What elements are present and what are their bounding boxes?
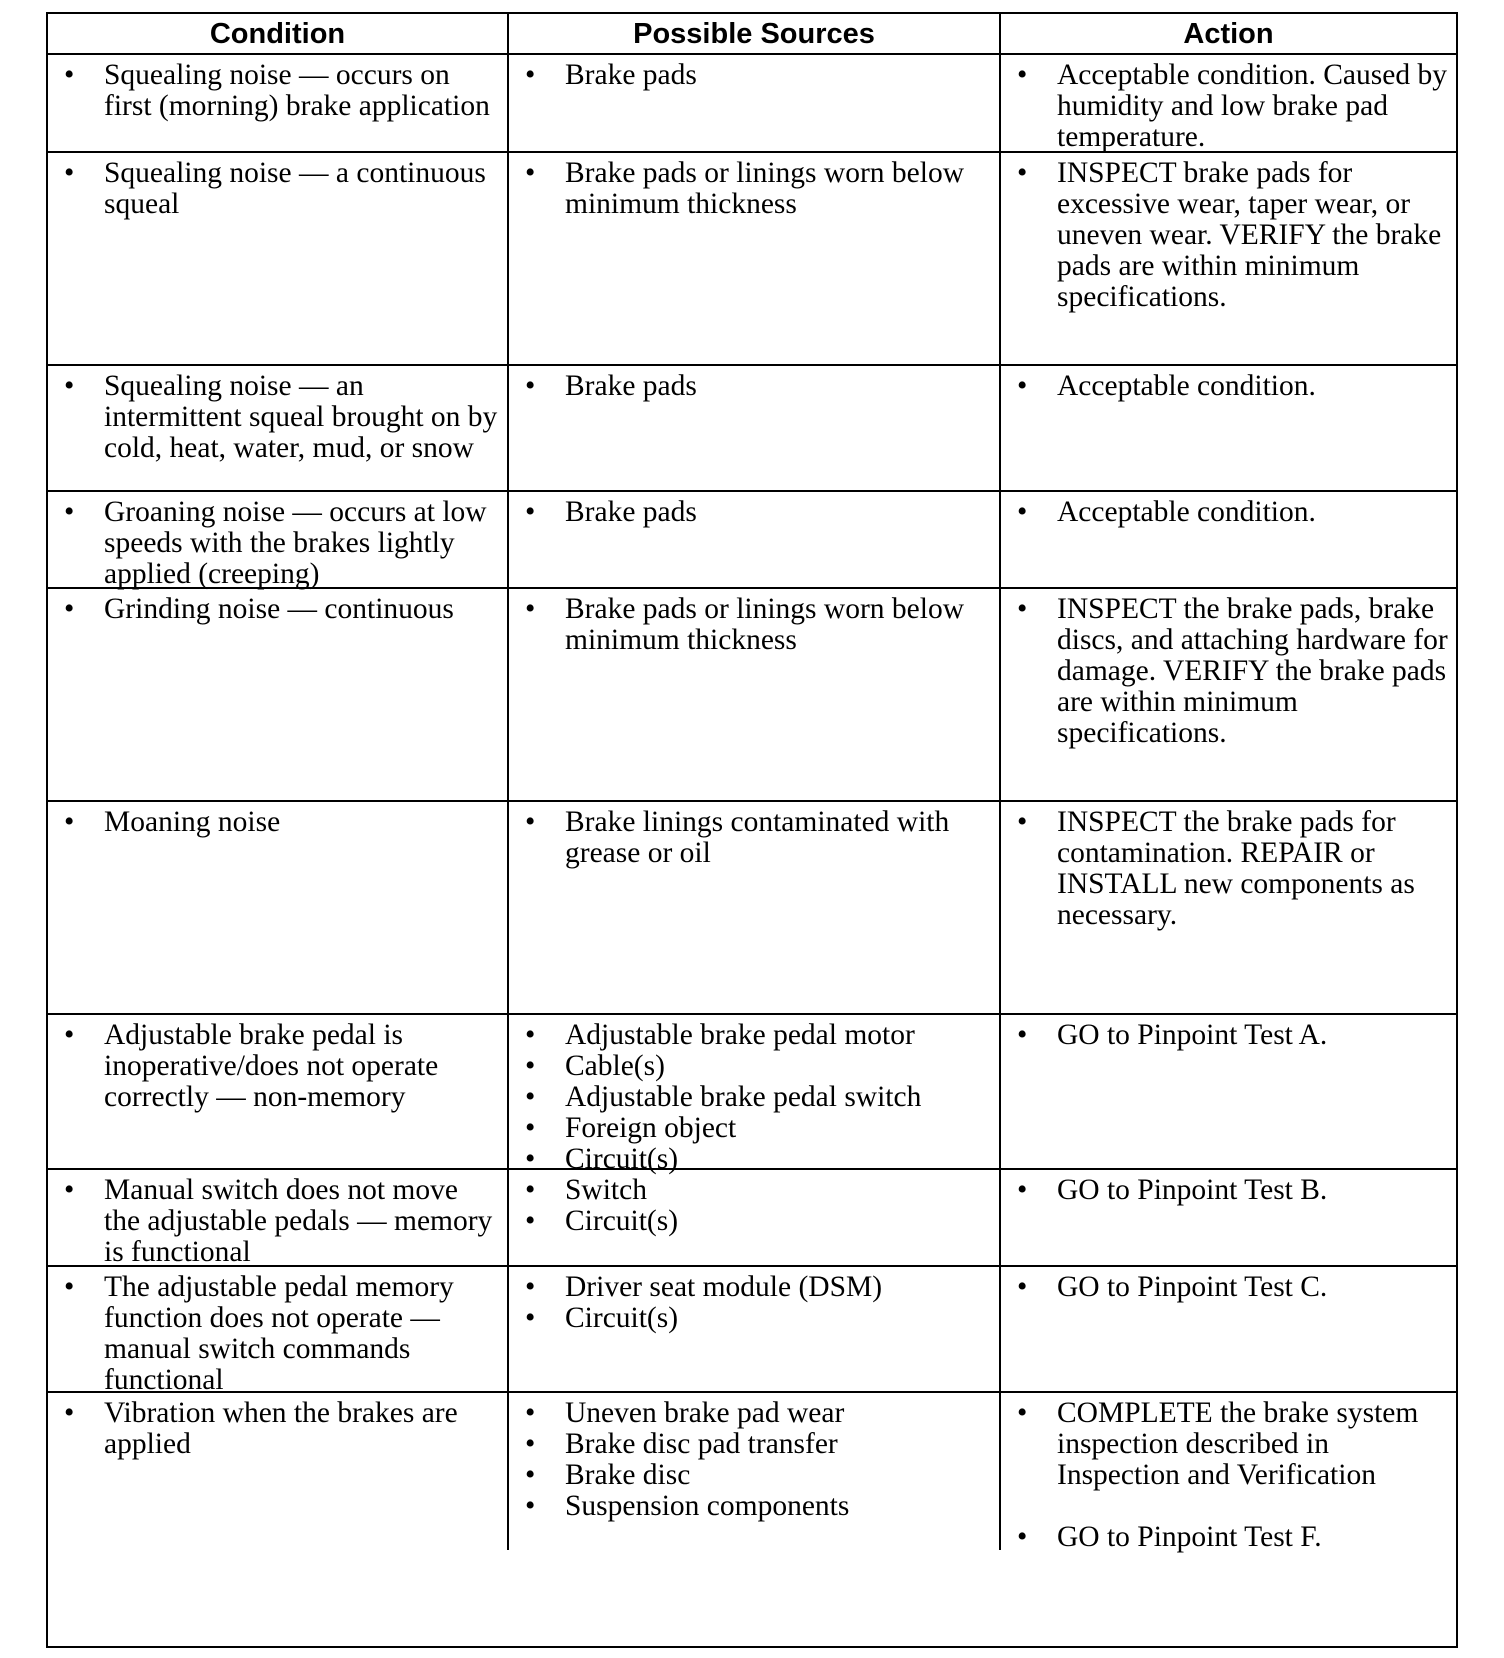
list-item: • Brake disc [517, 1460, 991, 1491]
action-cell [999, 1267, 1456, 1391]
table-row [48, 1393, 1456, 1553]
bullet-list [56, 807, 499, 838]
bullet-list [517, 371, 991, 402]
list-item: • Brake disc pad transfer [517, 1429, 991, 1460]
sources-cell [507, 802, 999, 1013]
list-item: • Adjustable brake pedal switch [517, 1082, 991, 1113]
list-item: • Brake pads or linings worn below minimum thickness [517, 594, 991, 656]
list-item: • Uneven brake pad wear [517, 1398, 991, 1429]
action-cell [999, 366, 1456, 490]
list-item: • GO to Pinpoint Test B. [1009, 1175, 1448, 1206]
condition-cell [48, 1170, 507, 1268]
table-row [48, 1015, 1456, 1175]
list-item: • Groaning noise — occurs at low speeds with the brakes lightly applied (creeping) [56, 497, 499, 590]
action-cell [999, 55, 1456, 151]
action-cell [999, 1170, 1456, 1265]
action-cell [999, 1015, 1456, 1168]
action-cell [999, 153, 1456, 364]
list-item: • Brake linings contaminated with grease or oil [517, 807, 991, 869]
list-item: • Brake pads [517, 60, 991, 91]
bullet-list [1009, 158, 1448, 313]
bullet-list [1009, 1175, 1448, 1206]
list-item: • GO to Pinpoint Test C. [1009, 1272, 1448, 1303]
list-item: • Driver seat module (DSM) [517, 1272, 991, 1303]
bullet-list [56, 1272, 499, 1396]
table-row [48, 1170, 1456, 1267]
list-item: • Suspension components [517, 1491, 991, 1522]
bullet-list [517, 1175, 991, 1237]
header-action: Action [999, 14, 1456, 53]
list-item: • Acceptable condition. Caused by humidity and low brake pad temperature. [1009, 60, 1448, 153]
list-item: • Adjustable brake pedal motor [517, 1020, 991, 1051]
list-item: • Circuit(s) [517, 1206, 991, 1237]
list-item: • The adjustable pedal memory function does not operate — manual switch commands functional [56, 1272, 499, 1396]
bullet-list [517, 497, 991, 528]
sources-cell [507, 589, 999, 800]
bullet-list [517, 1272, 991, 1334]
bullet-list [517, 60, 991, 91]
list-item: • COMPLETE the brake system inspection described in Inspection and Verification [1009, 1398, 1448, 1491]
bullet-list [1009, 807, 1448, 931]
list-item: • Squealing noise — a continuous squeal [56, 158, 499, 220]
bullet-list [56, 158, 499, 220]
bullet-list [1009, 1272, 1448, 1303]
list-item: • Acceptable condition. [1009, 497, 1448, 528]
list-item: • Squealing noise — occurs on first (morning) brake application [56, 60, 499, 122]
bullet-list [517, 158, 991, 220]
bullet-list [517, 807, 991, 869]
table-row [48, 153, 1456, 366]
condition-cell [48, 1393, 507, 1550]
list-item: • INSPECT brake pads for excessive wear, taper wear, or uneven wear. VERIFY the brake pads are within minimum specifications. [1009, 158, 1448, 313]
table-header-row [48, 14, 1456, 55]
table-row [48, 366, 1456, 492]
condition-cell [48, 55, 507, 151]
table-row [48, 492, 1456, 589]
condition-cell [48, 1267, 507, 1396]
sources-cell [507, 366, 999, 490]
sources-cell [507, 1267, 999, 1391]
bullet-list [1009, 594, 1448, 749]
sources-cell [507, 1393, 999, 1550]
list-item: • Foreign object [517, 1113, 991, 1144]
action-cell [999, 802, 1456, 1013]
list-item: • Acceptable condition. [1009, 371, 1448, 402]
sources-cell [507, 55, 999, 151]
list-item: • Moaning noise [56, 807, 499, 838]
sources-cell [507, 1170, 999, 1265]
list-item: • Vibration when the brakes are applied [56, 1398, 499, 1460]
list-item: • Brake pads or linings worn below minimum thickness [517, 158, 991, 220]
bullet-list [1009, 60, 1448, 153]
list-item: • GO to Pinpoint Test A. [1009, 1020, 1448, 1051]
list-item: • Switch [517, 1175, 991, 1206]
bullet-list [56, 1020, 499, 1113]
sources-cell [507, 153, 999, 364]
list-item: • GO to Pinpoint Test F. [1009, 1522, 1448, 1553]
bullet-list [56, 1175, 499, 1268]
bullet-list [1009, 497, 1448, 528]
list-item: • Squealing noise — an intermittent squeal brought on by cold, heat, water, mud, or snow [56, 371, 499, 464]
list-item: • INSPECT the brake pads for contamination. REPAIR or INSTALL new components as necessary. [1009, 807, 1448, 931]
bullet-list [1009, 1020, 1448, 1051]
bullet-list [1009, 1398, 1448, 1553]
list-item: • INSPECT the brake pads, brake discs, and attaching hardware for damage. VERIFY the brake pads are within minimum specifications. [1009, 594, 1448, 749]
header-condition: Condition [209, 18, 346, 50]
condition-cell [48, 153, 507, 364]
bullet-list [56, 497, 499, 590]
bullet-list [56, 60, 499, 122]
list-item: • Brake pads [517, 371, 991, 402]
list-item: • Cable(s) [517, 1051, 991, 1082]
list-item: • Grinding noise — continuous [56, 594, 499, 625]
bullet-list [1009, 371, 1448, 402]
bullet-list [56, 371, 499, 464]
table-body [48, 55, 1456, 1553]
sources-cell [507, 492, 999, 587]
list-item: • Circuit(s) [517, 1144, 991, 1175]
list-item: • Brake pads [517, 497, 991, 528]
table-row [48, 55, 1456, 153]
bullet-list [517, 1398, 991, 1522]
condition-cell [48, 589, 507, 800]
action-cell [999, 1393, 1456, 1553]
bullet-list [56, 1398, 499, 1460]
table-row [48, 802, 1456, 1015]
condition-cell [48, 366, 507, 490]
bullet-list [517, 594, 991, 656]
action-cell [999, 589, 1456, 800]
sources-cell [507, 1015, 999, 1175]
table-row [48, 1267, 1456, 1396]
list-item: • Adjustable brake pedal is inoperative/does not operate correctly — non-memory [56, 1020, 499, 1113]
list-item: • Circuit(s) [517, 1303, 991, 1334]
header-possible-sources: Possible Sources [507, 14, 999, 53]
action-cell [999, 492, 1456, 587]
condition-cell [48, 802, 507, 1013]
list-item: • Manual switch does not move the adjustable pedals — memory is functional [56, 1175, 499, 1268]
bullet-list [56, 594, 499, 625]
diagnostic-table [46, 12, 1458, 1648]
condition-cell [48, 1015, 507, 1168]
bullet-list [517, 1020, 991, 1175]
condition-cell [48, 492, 507, 590]
table-row [48, 589, 1456, 802]
